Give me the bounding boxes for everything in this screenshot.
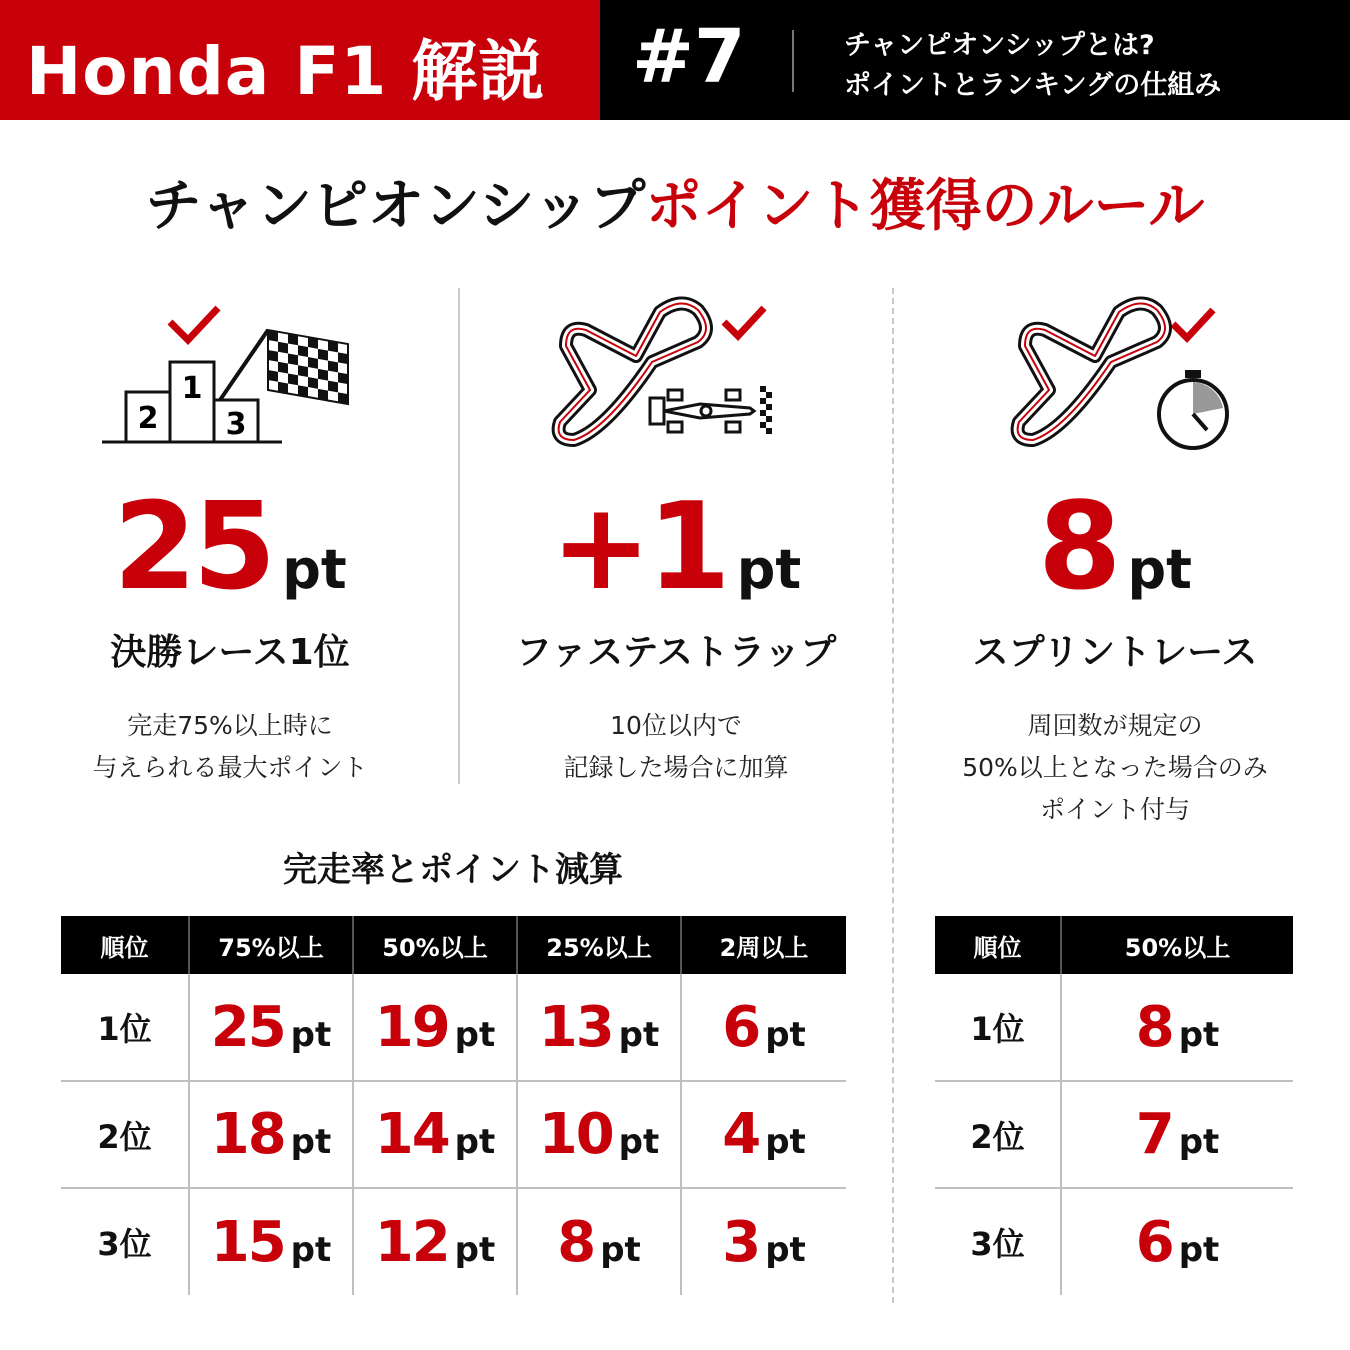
rank-cell: 1位 (61, 974, 189, 1081)
fastest-lap-unit: pt (736, 538, 802, 601)
sprint-value: 8 (1038, 478, 1118, 617)
sprint-table (935, 916, 1293, 1295)
track-stopwatch-icon (985, 290, 1245, 460)
points-value: 6 (722, 994, 760, 1060)
points-value: 12 (374, 1209, 449, 1275)
points-unit: pt (765, 1229, 806, 1270)
rank-cell: 2位 (61, 1081, 189, 1188)
table-row (935, 974, 1293, 1081)
points-value: 8 (1135, 994, 1173, 1060)
table-header-row (61, 916, 846, 974)
header-subtitle (844, 26, 1221, 106)
points-value: 3 (722, 1209, 760, 1275)
points-cell (517, 1188, 681, 1295)
points-value: 19 (374, 994, 449, 1060)
episode-number: #7 (632, 14, 746, 100)
column-divider-1 (458, 288, 460, 784)
points-value: 7 (1135, 1102, 1173, 1167)
fastest-lap-desc-line1: 10位以内で (610, 711, 742, 740)
points-unit: pt (1178, 1229, 1220, 1270)
reduction-title: 完走率とポイント減算 (283, 850, 623, 890)
sprint-desc-line3: ポイント付与 (1039, 795, 1190, 824)
points-value: 10 (538, 1102, 613, 1167)
points-unit: pt (454, 1229, 496, 1270)
points-unit: pt (290, 1014, 332, 1055)
podium-number-2: 2 (137, 401, 159, 436)
rank-cell: 3位 (970, 1225, 1025, 1263)
points-cell (189, 1081, 353, 1188)
points-cell (189, 974, 353, 1081)
points-unit: pt (618, 1122, 660, 1162)
track-car-icon (546, 290, 806, 460)
points-value: 6 (1135, 1209, 1173, 1275)
podium-flag-icon (100, 290, 360, 460)
fastest-lap-value: +1 (550, 478, 727, 617)
points-unit: pt (1178, 1122, 1220, 1162)
fastest-lap-desc-line2: 記録した場合に加算 (563, 753, 789, 782)
points-value: 15 (210, 1209, 285, 1275)
table-header-row (935, 916, 1293, 974)
sprint-desc-line2: 50%以上となった場合のみ (962, 753, 1268, 782)
sprint-unit: pt (1127, 538, 1192, 601)
rank-cell: 3位 (97, 1225, 152, 1263)
race-win-description (40, 705, 420, 789)
table-row (61, 974, 846, 1081)
points-cell (1061, 1188, 1293, 1295)
column-header: 50%以上 (353, 916, 517, 974)
points-unit: pt (600, 1229, 641, 1270)
sprint-desc-line1: 周回数が規定の (1027, 711, 1203, 740)
table-row (61, 1081, 846, 1188)
points-unit: pt (290, 1122, 332, 1162)
points-value: 25 (210, 994, 285, 1060)
fastest-lap-label: ファステストラップ (515, 632, 837, 673)
table-row (61, 1188, 846, 1295)
podium-number-3: 3 (225, 407, 247, 442)
column-header: 75%以上 (189, 916, 353, 974)
page-title-black: チャンピオンシップ (145, 174, 646, 239)
points-cell (517, 974, 681, 1081)
sprint-label: スプリントレース (972, 632, 1258, 673)
sprint-description (910, 705, 1320, 831)
points-cell (1061, 974, 1293, 1081)
points-cell (681, 1081, 846, 1188)
table-row (935, 1081, 1293, 1188)
reduction-table (61, 916, 846, 1295)
feature-race-win (40, 290, 420, 789)
race-win-desc-line1: 完走75%以上時に (127, 711, 333, 740)
race-win-unit: pt (282, 538, 347, 601)
points-cell (681, 1188, 846, 1295)
rank-cell: 2位 (935, 1081, 1061, 1188)
stopwatch-icon (1159, 370, 1227, 448)
header-subtitle-line2: ポイントとランキングの仕組み (844, 70, 1222, 101)
race-win-label: 決勝レース1位 (110, 632, 350, 673)
points-cell (517, 1081, 681, 1188)
page-title (0, 162, 1350, 242)
column-header: 順位 (61, 916, 189, 974)
table-row (935, 1188, 1293, 1295)
header-divider (792, 30, 794, 92)
points-cell (353, 1188, 517, 1295)
points-value: 18 (210, 1102, 285, 1167)
points-value: 8 (557, 1209, 595, 1275)
points-unit: pt (454, 1014, 496, 1055)
feature-fastest-lap (478, 290, 874, 789)
header-bar (0, 0, 1350, 120)
page-title-red: ポイント獲得のルール (645, 174, 1205, 239)
points-value: 14 (374, 1102, 449, 1167)
column-divider-2 (892, 288, 894, 1303)
points-cell (1061, 1081, 1293, 1188)
points-unit: pt (765, 1122, 806, 1162)
points-cell (189, 1188, 353, 1295)
points-unit: pt (618, 1014, 660, 1055)
points-cell (353, 1081, 517, 1188)
points-unit: pt (290, 1229, 332, 1270)
points-cell (353, 974, 517, 1081)
points-value: 4 (722, 1102, 760, 1167)
fastest-lap-points (478, 478, 874, 617)
feature-sprint (910, 290, 1320, 831)
points-unit: pt (765, 1014, 806, 1055)
race-win-value: 25 (113, 478, 273, 617)
column-header: 順位 (935, 916, 1061, 974)
points-value: 13 (538, 994, 613, 1060)
column-header: 25%以上 (517, 916, 681, 974)
header-subtitle-line1: チャンピオンシップとは? (844, 30, 1155, 61)
points-cell (681, 974, 846, 1081)
rank-cell: 1位 (935, 974, 1061, 1081)
header-title: Honda F1 解説 (26, 33, 546, 110)
race-win-desc-line2: 与えられる最大ポイント (92, 753, 368, 782)
points-unit: pt (454, 1122, 496, 1162)
column-header: 50%以上 (1061, 916, 1293, 974)
sprint-points (910, 478, 1320, 617)
fastest-lap-description (478, 705, 874, 789)
podium-number-1: 1 (181, 371, 203, 406)
race-win-points (40, 478, 420, 617)
column-header: 2周以上 (681, 916, 846, 974)
points-unit: pt (1178, 1014, 1220, 1055)
